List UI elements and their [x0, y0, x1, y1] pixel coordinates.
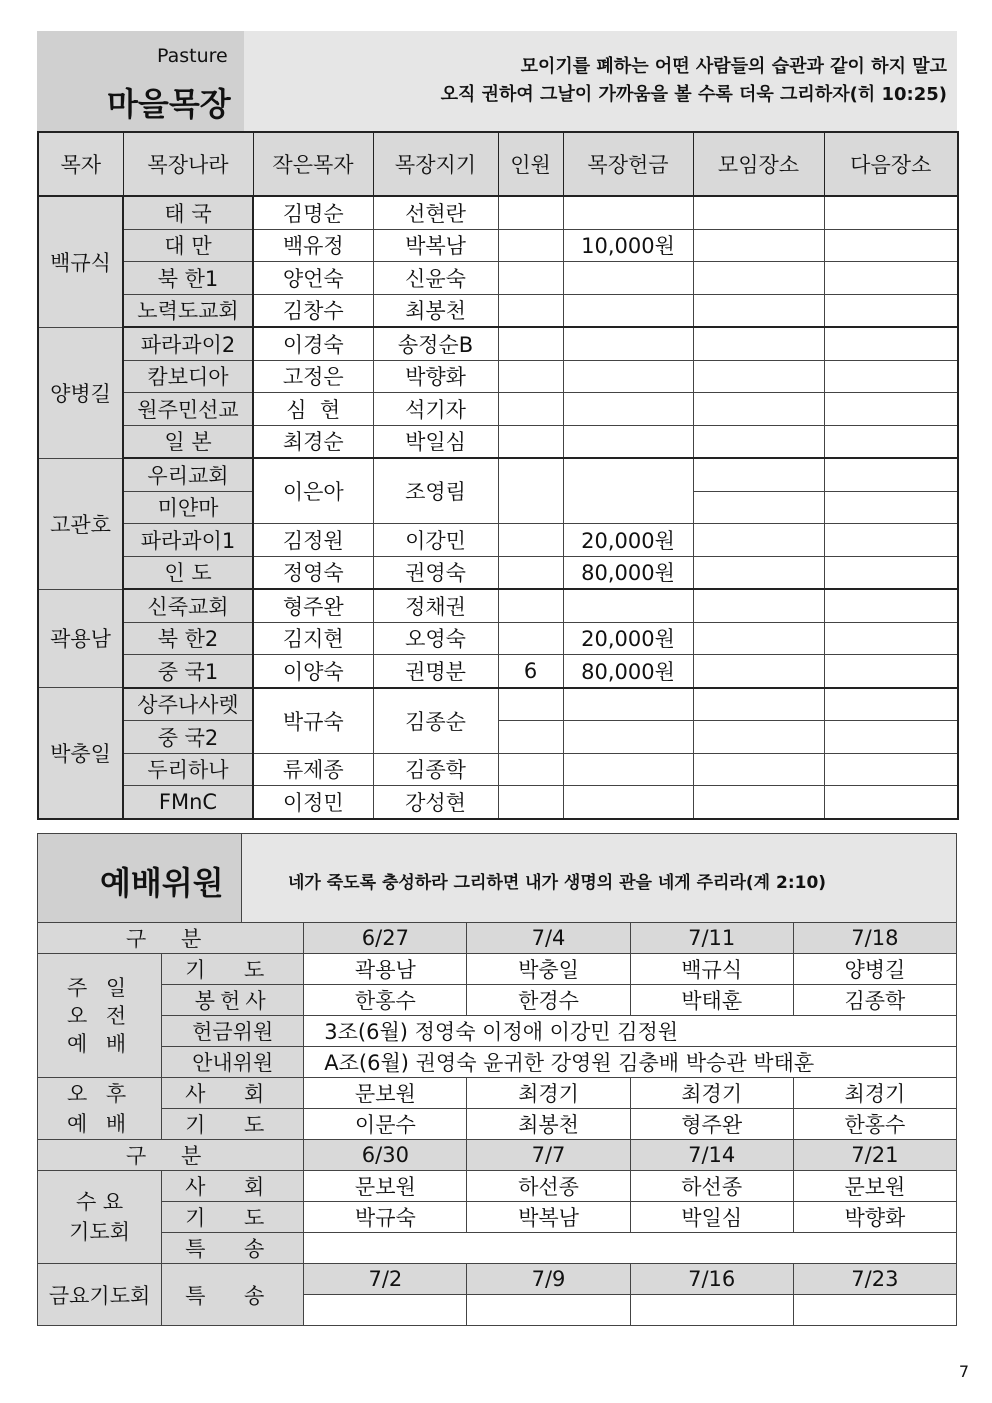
nara-cell: 두리하나 — [123, 753, 253, 786]
guide-cell: A조(6월) 권영숙 윤귀한 강영원 김충배 박승관 박태훈 — [304, 1047, 957, 1078]
next-place-cell — [824, 556, 958, 589]
date-cell: 7/16 — [630, 1264, 793, 1295]
table-row — [38, 556, 958, 589]
offering-cell — [563, 425, 693, 458]
keeper-cell: 권명분 — [373, 655, 498, 688]
small-leader-cell: 형주완 — [253, 589, 373, 622]
name-cell: 박규숙 — [304, 1202, 467, 1233]
next-place-cell — [824, 393, 958, 426]
date-cell: 7/11 — [630, 923, 793, 954]
nara-cell: 우리교회 — [123, 458, 253, 491]
table-row — [38, 1109, 957, 1140]
date-cell: 7/18 — [793, 923, 956, 954]
table-row — [38, 1171, 957, 1202]
place-cell — [693, 327, 824, 360]
nara-cell: 원주민선교 — [123, 393, 253, 426]
nara-cell: 신죽교회 — [123, 589, 253, 622]
place-cell — [693, 556, 824, 589]
name-cell: 한홍수 — [304, 985, 467, 1016]
small-leader-cell: 양언숙 — [253, 262, 373, 295]
count-cell: 6 — [498, 655, 563, 688]
table-row — [38, 622, 958, 655]
row-label: 봉헌사 — [162, 985, 304, 1016]
name-cell: 박충일 — [467, 954, 630, 985]
place-cell — [693, 622, 824, 655]
mokjang-header-row — [38, 132, 958, 196]
col-header: 모임장소 — [693, 132, 824, 196]
place-cell — [693, 589, 824, 622]
leader-cell: 양병길 — [38, 327, 123, 458]
count-cell — [498, 262, 563, 295]
col-header: 다음장소 — [824, 132, 958, 196]
nara-cell: 파라과이2 — [123, 327, 253, 360]
offering-cell — [563, 721, 693, 754]
count-cell — [498, 556, 563, 589]
next-place-cell — [824, 524, 958, 557]
keeper-cell: 송정순B — [373, 327, 498, 360]
keeper-cell: 석기자 — [373, 393, 498, 426]
place-cell — [693, 524, 824, 557]
table-row — [38, 393, 958, 426]
date-cell: 6/30 — [304, 1140, 467, 1171]
date-cell: 7/21 — [793, 1140, 956, 1171]
small-leader-cell: 박규숙 — [253, 688, 373, 754]
col-header: 목장지기 — [373, 132, 498, 196]
leader-cell: 고관호 — [38, 458, 123, 589]
name-cell: 최봉천 — [467, 1109, 630, 1140]
pasture-title: 마을목장 — [107, 85, 231, 123]
count-cell — [498, 688, 563, 721]
worship-title-box — [38, 834, 242, 922]
date-cell: 7/9 — [467, 1264, 630, 1295]
next-place-cell — [824, 753, 958, 786]
next-place-cell — [824, 622, 958, 655]
next-place-cell — [824, 721, 958, 754]
place-cell — [693, 753, 824, 786]
leader-cell: 박충일 — [38, 688, 123, 819]
worship-title: 예배위원 — [100, 864, 224, 902]
table-row — [38, 1078, 957, 1109]
name-cell: 박일심 — [630, 1202, 793, 1233]
small-leader-cell: 김창수 — [253, 294, 373, 327]
offering-cell — [563, 327, 693, 360]
offering-cell — [563, 294, 693, 327]
count-cell — [498, 229, 563, 262]
keeper-cell: 이강민 — [373, 524, 498, 557]
worship-verse: 네가 죽도록 충성하라 그리하면 내가 생명의 관을 네게 주리라(계 2:10) — [288, 873, 827, 893]
table-row — [38, 954, 957, 985]
place-cell — [693, 425, 824, 458]
nara-cell: 노력도교회 — [123, 294, 253, 327]
count-cell — [498, 753, 563, 786]
fri-special-cell — [793, 1295, 956, 1326]
offering-cell — [563, 262, 693, 295]
place-cell — [693, 786, 824, 819]
table-row — [38, 985, 957, 1016]
nara-cell: 태 국 — [123, 196, 253, 229]
table-row — [38, 589, 958, 622]
next-place-cell — [824, 262, 958, 295]
place-cell — [693, 458, 824, 491]
next-place-cell — [824, 196, 958, 229]
name-cell: 문보원 — [304, 1078, 467, 1109]
wed-date-row — [38, 1140, 957, 1171]
small-leader-cell: 류제종 — [253, 753, 373, 786]
row-label: 기 도 — [162, 1109, 304, 1140]
name-cell: 최경기 — [793, 1078, 956, 1109]
row-label: 사 회 — [162, 1078, 304, 1109]
table-row — [38, 1047, 957, 1078]
fri-special-cell — [467, 1295, 630, 1326]
row-label: 특 송 — [162, 1233, 304, 1264]
small-leader-cell: 백유정 — [253, 229, 373, 262]
table-row — [38, 1264, 957, 1295]
offering-cell — [563, 360, 693, 393]
table-row — [38, 360, 958, 393]
place-cell — [693, 721, 824, 754]
count-cell — [498, 458, 563, 524]
date-cell: 7/23 — [793, 1264, 956, 1295]
small-leader-cell: 정영숙 — [253, 556, 373, 589]
nara-cell: 북 한1 — [123, 262, 253, 295]
nara-cell: 대 만 — [123, 229, 253, 262]
place-cell — [693, 229, 824, 262]
offering-cell — [563, 753, 693, 786]
table-row — [38, 327, 958, 360]
keeper-cell: 권영숙 — [373, 556, 498, 589]
offering-cell — [563, 458, 693, 524]
row-label: 기 도 — [162, 1202, 304, 1233]
name-cell: 양병길 — [793, 954, 956, 985]
next-place-cell — [824, 327, 958, 360]
offering-cell — [563, 393, 693, 426]
row-label: 안내위원 — [162, 1047, 304, 1078]
count-cell — [498, 196, 563, 229]
date-cell: 7/4 — [467, 923, 630, 954]
table-row — [38, 1202, 957, 1233]
offering-cell: 20,000원 — [563, 622, 693, 655]
date-cell: 7/7 — [467, 1140, 630, 1171]
place-cell — [693, 655, 824, 688]
nara-cell: 미얀마 — [123, 491, 253, 524]
leader-cell: 곽용남 — [38, 589, 123, 688]
wed-label: 수 요 기도회 — [38, 1171, 162, 1264]
wed-special-cell — [304, 1233, 957, 1264]
fri-special-cell — [630, 1295, 793, 1326]
offering-cell: 10,000원 — [563, 229, 693, 262]
name-cell: 한홍수 — [793, 1109, 956, 1140]
keeper-cell: 강성현 — [373, 786, 498, 819]
pasture-header — [37, 31, 957, 131]
sunday-am-label: 주 일 오 전 예 배 — [38, 954, 162, 1078]
worship-table — [37, 922, 957, 1326]
table-row — [38, 262, 958, 295]
keeper-cell: 박복남 — [373, 229, 498, 262]
keeper-cell: 조영림 — [373, 458, 498, 524]
small-leader-cell: 김명순 — [253, 196, 373, 229]
keeper-cell: 김종순 — [373, 688, 498, 754]
place-cell — [693, 294, 824, 327]
count-cell — [498, 294, 563, 327]
name-cell: 형주완 — [630, 1109, 793, 1140]
pasture-title-box — [37, 31, 244, 131]
name-cell: 문보원 — [793, 1171, 956, 1202]
small-leader-cell: 이은아 — [253, 458, 373, 524]
next-place-cell — [824, 229, 958, 262]
name-cell: 박복남 — [467, 1202, 630, 1233]
table-row — [38, 229, 958, 262]
col-header: 목자 — [38, 132, 123, 196]
sunday-date-row — [38, 923, 957, 954]
fri-label: 금요기도회 — [38, 1264, 162, 1326]
nara-cell: 캄보디아 — [123, 360, 253, 393]
nara-cell: 일 본 — [123, 425, 253, 458]
count-cell — [498, 360, 563, 393]
table-row — [38, 524, 958, 557]
pasture-verse — [441, 53, 947, 109]
worship-header — [37, 833, 957, 923]
next-place-cell — [824, 360, 958, 393]
verse-line-1: 모이기를 폐하는 어떤 사람들의 습관과 같이 하지 말고 — [520, 56, 947, 77]
offering-cell — [563, 688, 693, 721]
sunday-pm-label: 오 후 예 배 — [38, 1078, 162, 1140]
date-cell: 7/2 — [304, 1264, 467, 1295]
gubun-label: 구 분 — [38, 923, 304, 954]
name-cell: 최경기 — [630, 1078, 793, 1109]
offering-cell: 80,000원 — [563, 655, 693, 688]
offering-cell: 20,000원 — [563, 524, 693, 557]
name-cell: 백규식 — [630, 954, 793, 985]
nara-cell: 중 국2 — [123, 721, 253, 754]
nara-cell: 중 국1 — [123, 655, 253, 688]
fri-special-cell — [304, 1295, 467, 1326]
date-cell: 7/14 — [630, 1140, 793, 1171]
row-label: 기 도 — [162, 954, 304, 985]
mokjang-table — [37, 131, 959, 820]
col-header: 작은목자 — [253, 132, 373, 196]
count-cell — [498, 589, 563, 622]
usher-offering-cell: 3조(6월) 정영숙 이정애 이강민 김정원 — [304, 1016, 957, 1047]
small-leader-cell: 김정원 — [253, 524, 373, 557]
name-cell: 최경기 — [467, 1078, 630, 1109]
col-header: 목장나라 — [123, 132, 253, 196]
row-label: 사 회 — [162, 1171, 304, 1202]
place-cell — [693, 491, 824, 524]
nara-cell: 인 도 — [123, 556, 253, 589]
small-leader-cell: 이정민 — [253, 786, 373, 819]
place-cell — [693, 360, 824, 393]
table-row — [38, 753, 958, 786]
table-row — [38, 721, 958, 754]
table-row — [38, 458, 958, 491]
offering-cell — [563, 589, 693, 622]
next-place-cell — [824, 458, 958, 491]
next-place-cell — [824, 491, 958, 524]
name-cell: 문보원 — [304, 1171, 467, 1202]
next-place-cell — [824, 425, 958, 458]
gubun-label: 구 분 — [38, 1140, 304, 1171]
small-leader-cell: 김지현 — [253, 622, 373, 655]
next-place-cell — [824, 589, 958, 622]
table-row — [38, 1016, 957, 1047]
next-place-cell — [824, 786, 958, 819]
nara-cell: 북 한2 — [123, 622, 253, 655]
row-label: 특 송 — [162, 1264, 304, 1326]
page-number: 7 — [958, 1362, 969, 1381]
small-leader-cell: 최경순 — [253, 425, 373, 458]
next-place-cell — [824, 655, 958, 688]
small-leader-cell: 이양숙 — [253, 655, 373, 688]
table-row — [38, 425, 958, 458]
small-leader-cell: 고정은 — [253, 360, 373, 393]
offering-cell: 80,000원 — [563, 556, 693, 589]
keeper-cell: 최봉천 — [373, 294, 498, 327]
leader-cell: 백규식 — [38, 196, 123, 327]
place-cell — [693, 393, 824, 426]
name-cell: 박태훈 — [630, 985, 793, 1016]
keeper-cell: 박일심 — [373, 425, 498, 458]
next-place-cell — [824, 294, 958, 327]
name-cell: 하선종 — [630, 1171, 793, 1202]
keeper-cell: 박향화 — [373, 360, 498, 393]
small-leader-cell: 심 현 — [253, 393, 373, 426]
name-cell: 이문수 — [304, 1109, 467, 1140]
keeper-cell: 정채권 — [373, 589, 498, 622]
nara-cell: 상주나사렛 — [123, 688, 253, 721]
keeper-cell: 김종학 — [373, 753, 498, 786]
table-row — [38, 196, 958, 229]
table-row — [38, 786, 958, 819]
row-label: 헌금위원 — [162, 1016, 304, 1047]
col-header: 인원 — [498, 132, 563, 196]
verse-line-2: 오직 권하여 그날이 가까움을 볼 수록 더욱 그리하자(히 10:25) — [440, 84, 947, 105]
col-header: 목장헌금 — [563, 132, 693, 196]
count-cell — [498, 622, 563, 655]
count-cell — [498, 786, 563, 819]
nara-cell: 파라과이1 — [123, 524, 253, 557]
count-cell — [498, 393, 563, 426]
name-cell: 김종학 — [793, 985, 956, 1016]
table-row — [38, 1233, 957, 1264]
small-leader-cell: 이경숙 — [253, 327, 373, 360]
name-cell: 한경수 — [467, 985, 630, 1016]
count-cell — [498, 524, 563, 557]
count-cell — [498, 425, 563, 458]
offering-cell — [563, 786, 693, 819]
keeper-cell: 오영숙 — [373, 622, 498, 655]
table-row — [38, 294, 958, 327]
count-cell — [498, 721, 563, 754]
pasture-label: Pasture — [157, 45, 228, 67]
count-cell — [498, 327, 563, 360]
name-cell: 하선종 — [467, 1171, 630, 1202]
keeper-cell: 선현란 — [373, 196, 498, 229]
date-cell: 6/27 — [304, 923, 467, 954]
keeper-cell: 신윤숙 — [373, 262, 498, 295]
next-place-cell — [824, 688, 958, 721]
place-cell — [693, 196, 824, 229]
offering-cell — [563, 196, 693, 229]
place-cell — [693, 688, 824, 721]
name-cell: 박향화 — [793, 1202, 956, 1233]
table-row — [38, 688, 958, 721]
nara-cell: FMnC — [123, 786, 253, 819]
name-cell: 곽용남 — [304, 954, 467, 985]
table-row — [38, 655, 958, 688]
place-cell — [693, 262, 824, 295]
